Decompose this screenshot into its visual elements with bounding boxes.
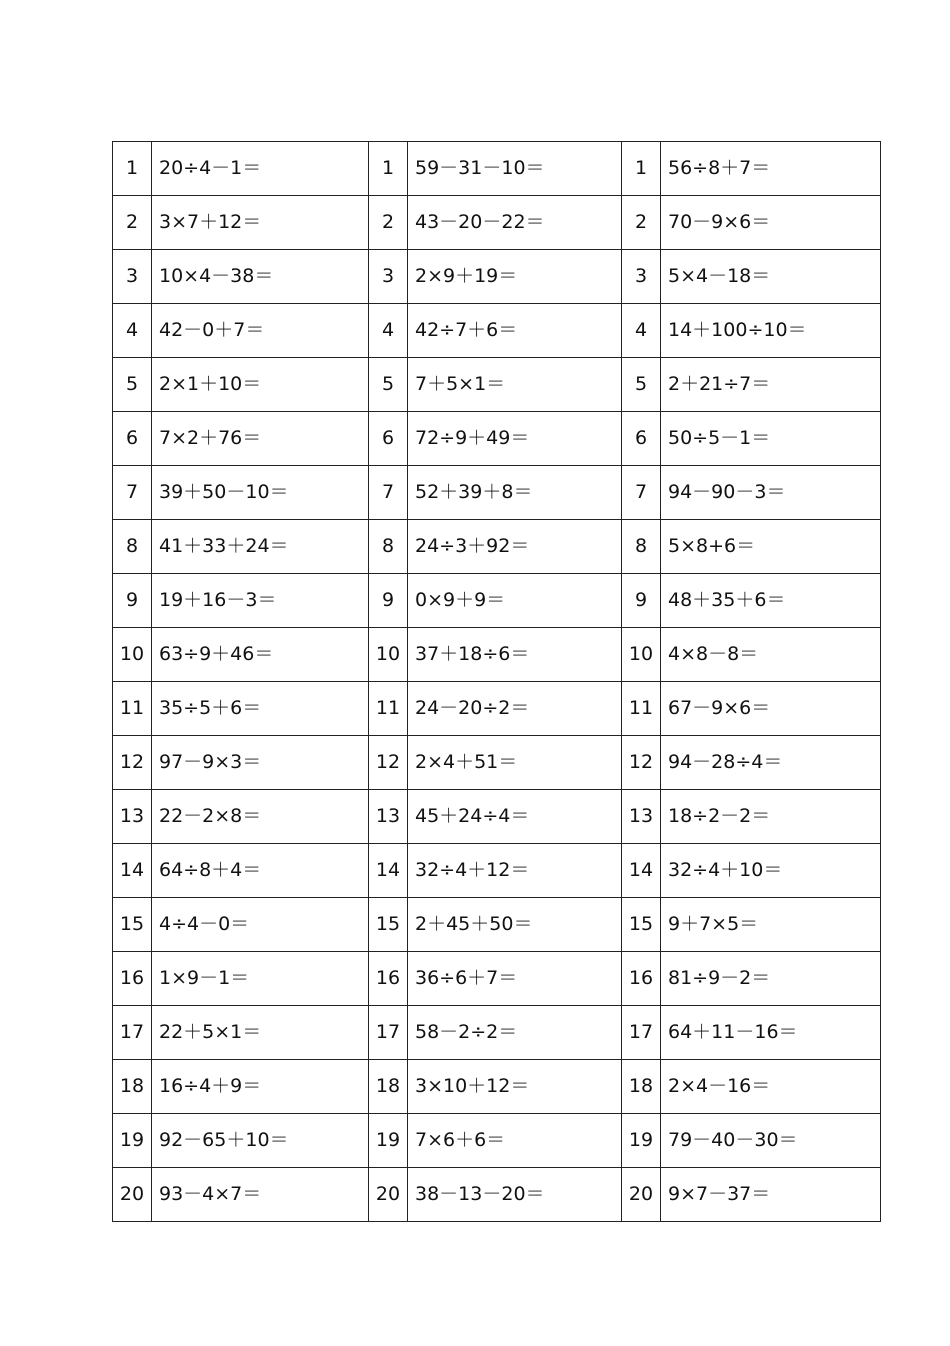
table-row bbox=[113, 1168, 881, 1222]
problem-expression: 10×4－38＝ bbox=[152, 250, 369, 304]
problem-number: 1 bbox=[622, 142, 661, 196]
problem-number: 4 bbox=[113, 304, 152, 358]
problem-number: 14 bbox=[113, 844, 152, 898]
problem-number: 13 bbox=[622, 790, 661, 844]
table-row bbox=[113, 682, 881, 736]
table-row bbox=[113, 736, 881, 790]
table-row bbox=[113, 142, 881, 196]
problem-expression: 4÷4－0＝ bbox=[152, 898, 369, 952]
problem-expression: 48＋35＋6＝ bbox=[661, 574, 881, 628]
problem-number: 6 bbox=[113, 412, 152, 466]
problem-expression: 35÷5＋6＝ bbox=[152, 682, 369, 736]
problem-number: 2 bbox=[369, 196, 408, 250]
table-row bbox=[113, 196, 881, 250]
problem-number: 2 bbox=[622, 196, 661, 250]
problem-number: 1 bbox=[369, 142, 408, 196]
table-row bbox=[113, 952, 881, 1006]
problem-number: 12 bbox=[622, 736, 661, 790]
problem-number: 5 bbox=[622, 358, 661, 412]
problem-expression: 2＋45＋50＝ bbox=[408, 898, 622, 952]
problem-expression: 93－4×7＝ bbox=[152, 1168, 369, 1222]
problem-expression: 3×10＋12＝ bbox=[408, 1060, 622, 1114]
problem-expression: 59－31－10＝ bbox=[408, 142, 622, 196]
problem-expression: 67－9×6＝ bbox=[661, 682, 881, 736]
problem-expression: 5×4－18＝ bbox=[661, 250, 881, 304]
problem-number: 17 bbox=[113, 1006, 152, 1060]
problem-number: 6 bbox=[622, 412, 661, 466]
table-row bbox=[113, 1060, 881, 1114]
problem-number: 12 bbox=[113, 736, 152, 790]
problem-number: 9 bbox=[622, 574, 661, 628]
problem-number: 15 bbox=[113, 898, 152, 952]
problem-number: 6 bbox=[369, 412, 408, 466]
problem-expression: 50÷5－1＝ bbox=[661, 412, 881, 466]
problem-number: 3 bbox=[369, 250, 408, 304]
problem-expression: 32÷4＋12＝ bbox=[408, 844, 622, 898]
problem-expression: 97－9×3＝ bbox=[152, 736, 369, 790]
problem-expression: 1×9－1＝ bbox=[152, 952, 369, 1006]
problem-expression: 0×9＋9＝ bbox=[408, 574, 622, 628]
problem-expression: 4×8－8＝ bbox=[661, 628, 881, 682]
problem-number: 19 bbox=[622, 1114, 661, 1168]
problem-number: 7 bbox=[113, 466, 152, 520]
problem-number: 18 bbox=[113, 1060, 152, 1114]
problem-number: 11 bbox=[369, 682, 408, 736]
table-row bbox=[113, 790, 881, 844]
problem-expression: 92－65＋10＝ bbox=[152, 1114, 369, 1168]
table-row bbox=[113, 1006, 881, 1060]
problem-number: 10 bbox=[622, 628, 661, 682]
problem-expression: 56÷8＋7＝ bbox=[661, 142, 881, 196]
table-row bbox=[113, 520, 881, 574]
problem-expression: 24÷3＋92＝ bbox=[408, 520, 622, 574]
problem-expression: 36÷6＋7＝ bbox=[408, 952, 622, 1006]
problem-expression: 16÷4＋9＝ bbox=[152, 1060, 369, 1114]
problem-number: 14 bbox=[369, 844, 408, 898]
problem-number: 18 bbox=[622, 1060, 661, 1114]
problem-expression: 63÷9＋46＝ bbox=[152, 628, 369, 682]
problem-number: 8 bbox=[622, 520, 661, 574]
problem-number: 5 bbox=[113, 358, 152, 412]
problem-expression: 5×8+6＝ bbox=[661, 520, 881, 574]
problem-expression: 64÷8＋4＝ bbox=[152, 844, 369, 898]
problem-expression: 42－0＋7＝ bbox=[152, 304, 369, 358]
problem-number: 13 bbox=[369, 790, 408, 844]
problem-expression: 58－2÷2＝ bbox=[408, 1006, 622, 1060]
problem-expression: 9＋7×5＝ bbox=[661, 898, 881, 952]
problem-number: 20 bbox=[622, 1168, 661, 1222]
problem-expression: 2×9＋19＝ bbox=[408, 250, 622, 304]
problem-number: 7 bbox=[369, 466, 408, 520]
problem-number: 7 bbox=[622, 466, 661, 520]
problem-expression: 3×7＋12＝ bbox=[152, 196, 369, 250]
problem-number: 20 bbox=[369, 1168, 408, 1222]
problem-number: 19 bbox=[369, 1114, 408, 1168]
problem-number: 16 bbox=[622, 952, 661, 1006]
worksheet-body bbox=[113, 142, 881, 1222]
problem-number: 16 bbox=[113, 952, 152, 1006]
problem-number: 17 bbox=[622, 1006, 661, 1060]
problem-number: 10 bbox=[113, 628, 152, 682]
problem-number: 16 bbox=[369, 952, 408, 1006]
problem-number: 3 bbox=[113, 250, 152, 304]
problem-number: 8 bbox=[369, 520, 408, 574]
problem-expression: 14＋100÷10＝ bbox=[661, 304, 881, 358]
problem-expression: 37＋18÷6＝ bbox=[408, 628, 622, 682]
problem-expression: 2×4＋51＝ bbox=[408, 736, 622, 790]
problem-number: 13 bbox=[113, 790, 152, 844]
problem-number: 14 bbox=[622, 844, 661, 898]
problem-expression: 64＋11－16＝ bbox=[661, 1006, 881, 1060]
problem-expression: 19＋16－3＝ bbox=[152, 574, 369, 628]
table-row bbox=[113, 466, 881, 520]
problem-number: 15 bbox=[369, 898, 408, 952]
problem-number: 17 bbox=[369, 1006, 408, 1060]
problem-expression: 2＋21÷7＝ bbox=[661, 358, 881, 412]
problem-expression: 72÷9＋49＝ bbox=[408, 412, 622, 466]
problem-expression: 2×4－16＝ bbox=[661, 1060, 881, 1114]
problem-number: 4 bbox=[369, 304, 408, 358]
problem-expression: 42÷7＋6＝ bbox=[408, 304, 622, 358]
problem-expression: 45＋24÷4＝ bbox=[408, 790, 622, 844]
problem-expression: 7×6＋6＝ bbox=[408, 1114, 622, 1168]
problem-expression: 94－90－3＝ bbox=[661, 466, 881, 520]
problem-number: 10 bbox=[369, 628, 408, 682]
problem-number: 3 bbox=[622, 250, 661, 304]
problem-number: 4 bbox=[622, 304, 661, 358]
table-row bbox=[113, 412, 881, 466]
problem-expression: 52＋39＋8＝ bbox=[408, 466, 622, 520]
table-row bbox=[113, 898, 881, 952]
problem-expression: 18÷2－2＝ bbox=[661, 790, 881, 844]
table-row bbox=[113, 574, 881, 628]
problem-expression: 81÷9－2＝ bbox=[661, 952, 881, 1006]
problem-expression: 9×7－37＝ bbox=[661, 1168, 881, 1222]
problem-number: 11 bbox=[622, 682, 661, 736]
problem-number: 9 bbox=[369, 574, 408, 628]
table-row bbox=[113, 358, 881, 412]
problem-number: 20 bbox=[113, 1168, 152, 1222]
problem-expression: 20÷4－1＝ bbox=[152, 142, 369, 196]
table-row bbox=[113, 250, 881, 304]
problem-number: 12 bbox=[369, 736, 408, 790]
problem-expression: 41＋33＋24＝ bbox=[152, 520, 369, 574]
problem-expression: 79－40－30＝ bbox=[661, 1114, 881, 1168]
problem-expression: 43－20－22＝ bbox=[408, 196, 622, 250]
problem-expression: 70－9×6＝ bbox=[661, 196, 881, 250]
problem-number: 9 bbox=[113, 574, 152, 628]
table-row bbox=[113, 304, 881, 358]
problem-number: 5 bbox=[369, 358, 408, 412]
arithmetic-worksheet-table bbox=[112, 141, 881, 1222]
problem-number: 8 bbox=[113, 520, 152, 574]
problem-expression: 2×1＋10＝ bbox=[152, 358, 369, 412]
table-row bbox=[113, 1114, 881, 1168]
problem-number: 1 bbox=[113, 142, 152, 196]
problem-expression: 24－20÷2＝ bbox=[408, 682, 622, 736]
problem-expression: 22－2×8＝ bbox=[152, 790, 369, 844]
problem-expression: 38－13－20＝ bbox=[408, 1168, 622, 1222]
problem-expression: 39＋50－10＝ bbox=[152, 466, 369, 520]
problem-number: 19 bbox=[113, 1114, 152, 1168]
problem-number: 18 bbox=[369, 1060, 408, 1114]
problem-expression: 94－28÷4＝ bbox=[661, 736, 881, 790]
table-row bbox=[113, 844, 881, 898]
problem-number: 2 bbox=[113, 196, 152, 250]
problem-number: 11 bbox=[113, 682, 152, 736]
problem-expression: 7×2＋76＝ bbox=[152, 412, 369, 466]
problem-expression: 7＋5×1＝ bbox=[408, 358, 622, 412]
problem-expression: 32÷4＋10＝ bbox=[661, 844, 881, 898]
table-row bbox=[113, 628, 881, 682]
problem-number: 15 bbox=[622, 898, 661, 952]
problem-expression: 22＋5×1＝ bbox=[152, 1006, 369, 1060]
